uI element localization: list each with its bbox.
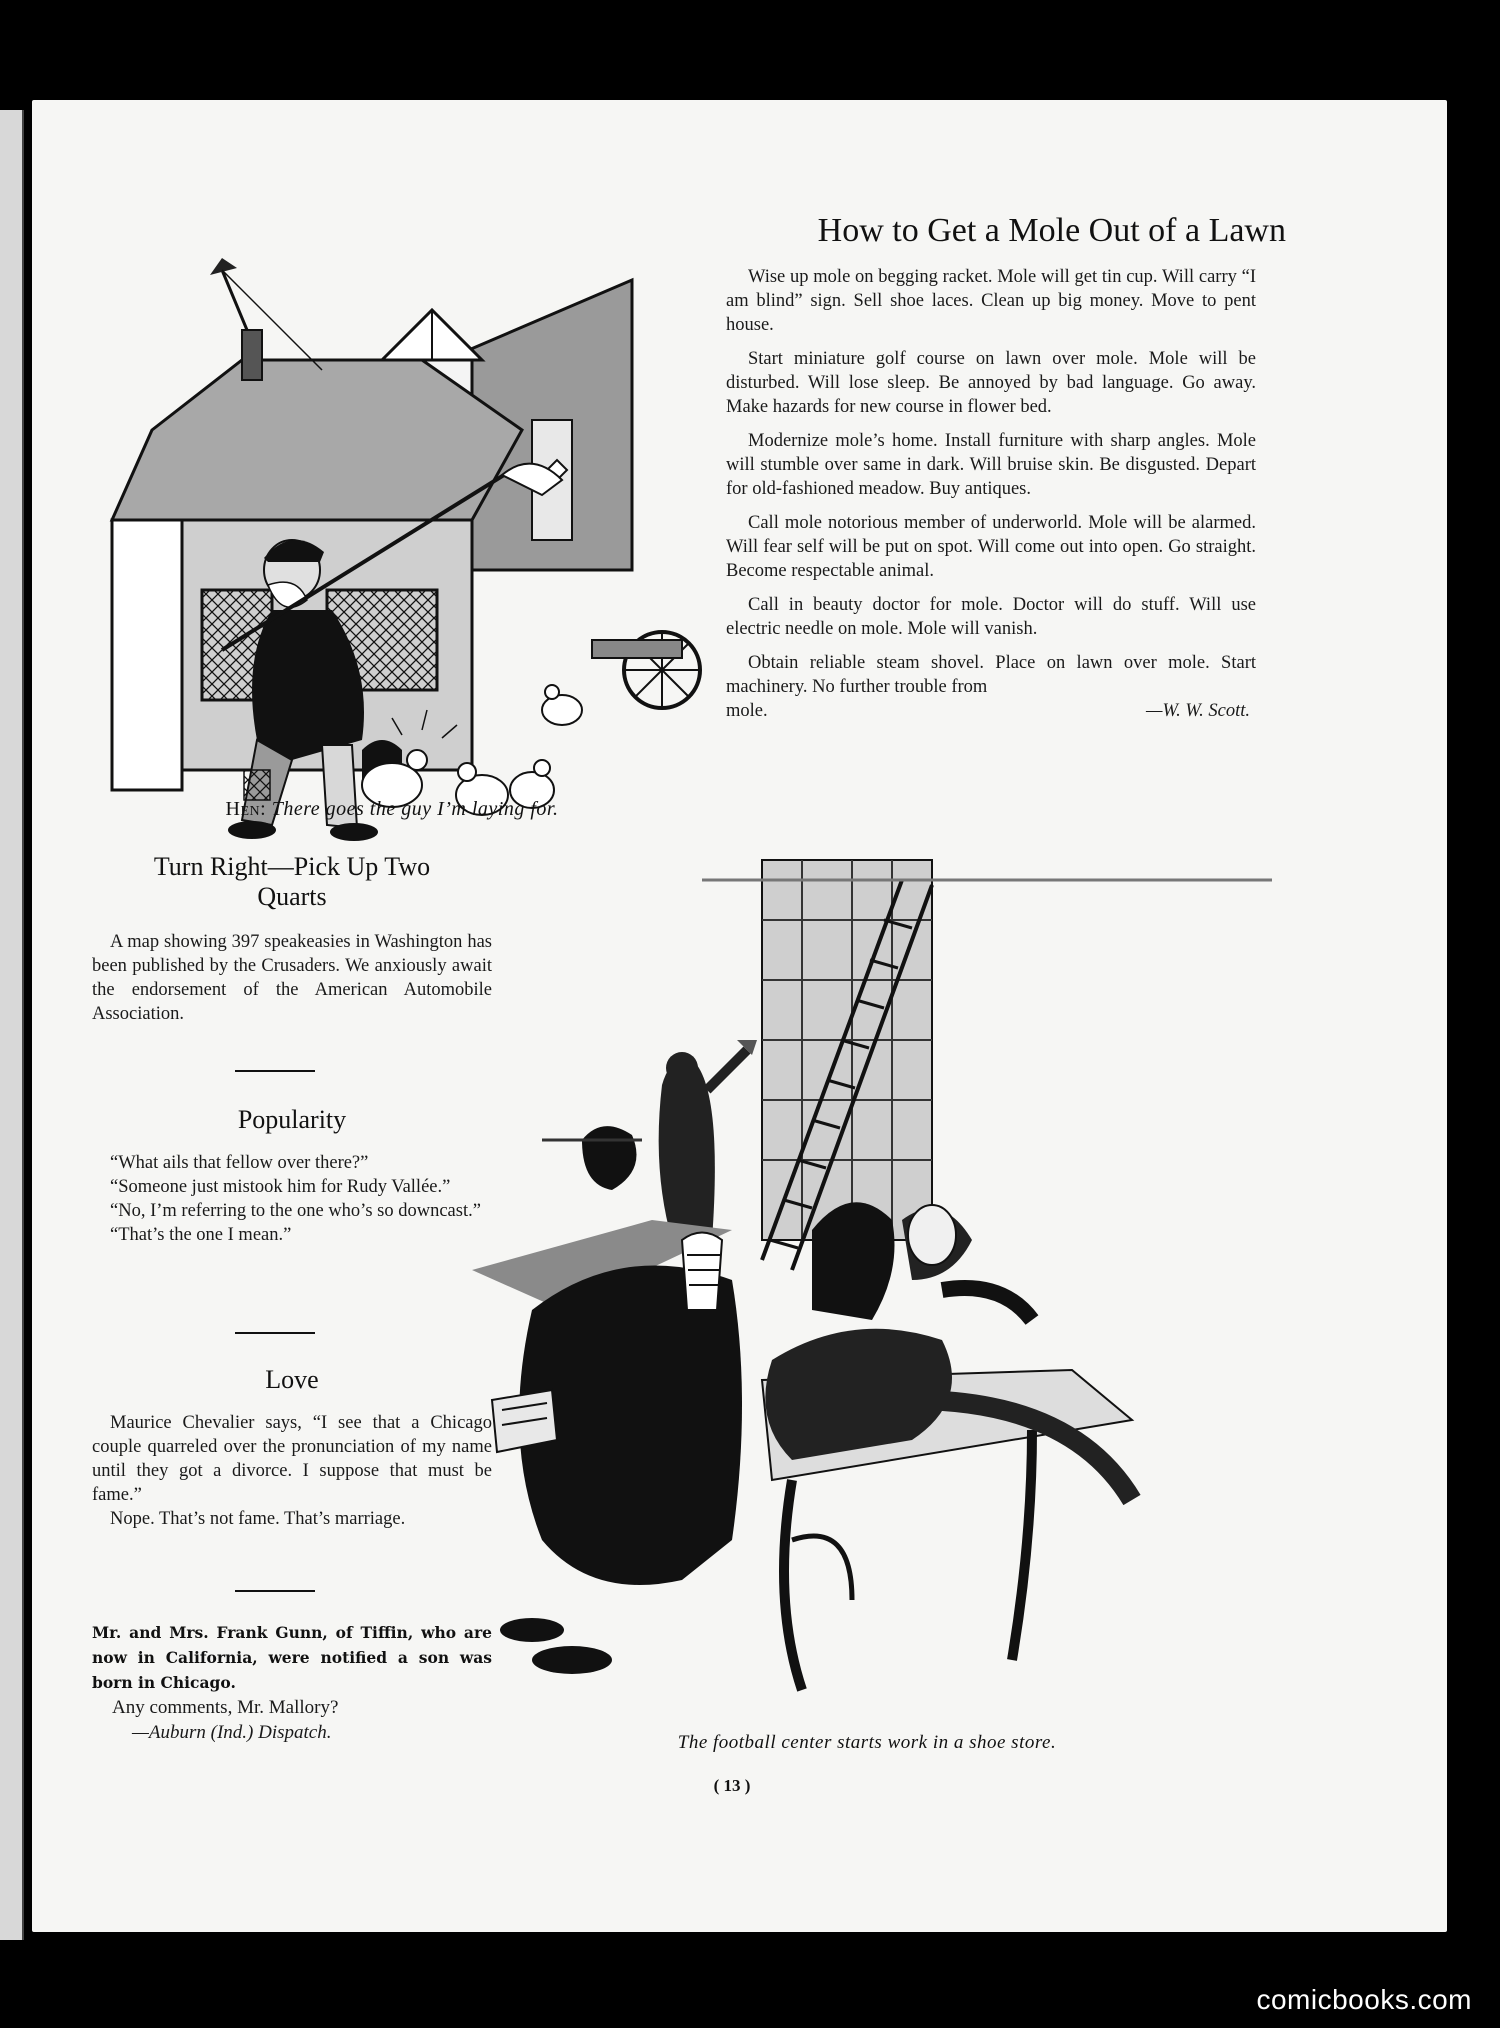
love-item bbox=[92, 1365, 492, 1531]
gunn-comment: Any comments, Mr. Mallory? bbox=[112, 1697, 339, 1718]
mole-paragraph: Modernize mole’s home. Install furniture with sharp angles. Mole will stumble over same in dark. Will bruise skin. Be disgusted. Depart for old-fashioned meadow. Buy antiques. bbox=[726, 431, 1256, 499]
cartoon1-caption-text: There goes the guy I’m laying for. bbox=[271, 798, 559, 820]
cartoon-shoe-store bbox=[472, 840, 1272, 1720]
popularity-line: “Someone just mistook him for Rudy Vallée.” bbox=[110, 1177, 451, 1197]
mole-closing-line bbox=[726, 699, 1256, 723]
popularity-line: “What ails that fellow over there?” bbox=[110, 1153, 369, 1173]
page-number: ( 13 ) bbox=[713, 1776, 751, 1795]
mole-paragraph: Wise up mole on begging racket. Mole will get tin cup. Will carry “I am blind” sign. Sell shoe laces. Clean up big money. Move to pent house. bbox=[726, 267, 1256, 335]
popularity-body bbox=[92, 1151, 492, 1247]
mole-last-word: mole. bbox=[726, 701, 768, 721]
adjacent-page-edge bbox=[0, 110, 24, 1940]
mole-article-title: How to Get a Mole Out of a Lawn bbox=[817, 212, 1286, 249]
section-divider bbox=[235, 1590, 315, 1592]
love-heading: Love bbox=[265, 1365, 319, 1394]
watermark: comicbooks.com bbox=[1256, 1984, 1472, 2015]
section-divider bbox=[235, 1332, 315, 1334]
love-line: Maurice Chevalier says, “I see that a Chicago couple quarreled over the pronunciation of my name until they got a divorce. I suppose that must be fame.” bbox=[92, 1413, 492, 1505]
mole-paragraph: Call in beauty doctor for mole. Doctor will do stuff. Will use electric needle on mole. Mole will vanish. bbox=[726, 595, 1256, 639]
popularity-heading: Popularity bbox=[237, 1105, 347, 1134]
gunn-source: —Auburn (Ind.) Dispatch. bbox=[132, 1722, 332, 1743]
gunn-item bbox=[92, 1620, 492, 1745]
turn-right-heading-line: Quarts bbox=[257, 882, 327, 911]
love-body bbox=[92, 1411, 492, 1531]
cartoon1-caption bbox=[72, 798, 712, 821]
popularity-item bbox=[92, 1105, 492, 1247]
popularity-line: “That’s the one I mean.” bbox=[110, 1225, 292, 1245]
love-line: Nope. That’s not fame. That’s marriage. bbox=[110, 1509, 406, 1529]
cartoon1-speaker: Hen: bbox=[225, 798, 267, 820]
turn-right-heading-line: Turn Right—Pick Up Two bbox=[153, 852, 431, 881]
magazine-page bbox=[32, 100, 1447, 1932]
mole-paragraph: Call mole notorious member of underworld. Mole will be alarmed. Will fear self will be put on spot. Will come out into open. Go straight. Become respectable animal. bbox=[726, 513, 1256, 581]
mole-signature: —W. W. Scott. bbox=[1146, 701, 1250, 721]
mole-article-body bbox=[726, 265, 1256, 723]
cartoon2-caption: The football center starts work in a shoe store. bbox=[677, 1732, 1057, 1753]
cartoon-farmer-hens bbox=[92, 240, 712, 890]
mole-paragraph: Obtain reliable steam shovel. Place on lawn over mole. Start machinery. No further trouble from bbox=[726, 653, 1256, 697]
gunn-bold-text: Mr. and Mrs. Frank Gunn, of Tiffin, who are now in California, were notified a son was born in Chicago. bbox=[92, 1623, 492, 1692]
section-divider bbox=[235, 1070, 315, 1072]
turn-right-item bbox=[92, 852, 492, 1026]
turn-right-heading bbox=[92, 852, 492, 912]
turn-right-body: A map showing 397 speakeasies in Washington has been published by the Crusaders. We anxiously await the endorsement of the American Automobile Association. bbox=[92, 932, 492, 1024]
popularity-line: “No, I’m referring to the one who’s so downcast.” bbox=[110, 1201, 481, 1221]
mole-paragraph: Start miniature golf course on lawn over mole. Mole will be disturbed. Will lose sleep. Be annoyed by bad language. Go away. Make hazards for new course in flower bed. bbox=[726, 349, 1256, 417]
